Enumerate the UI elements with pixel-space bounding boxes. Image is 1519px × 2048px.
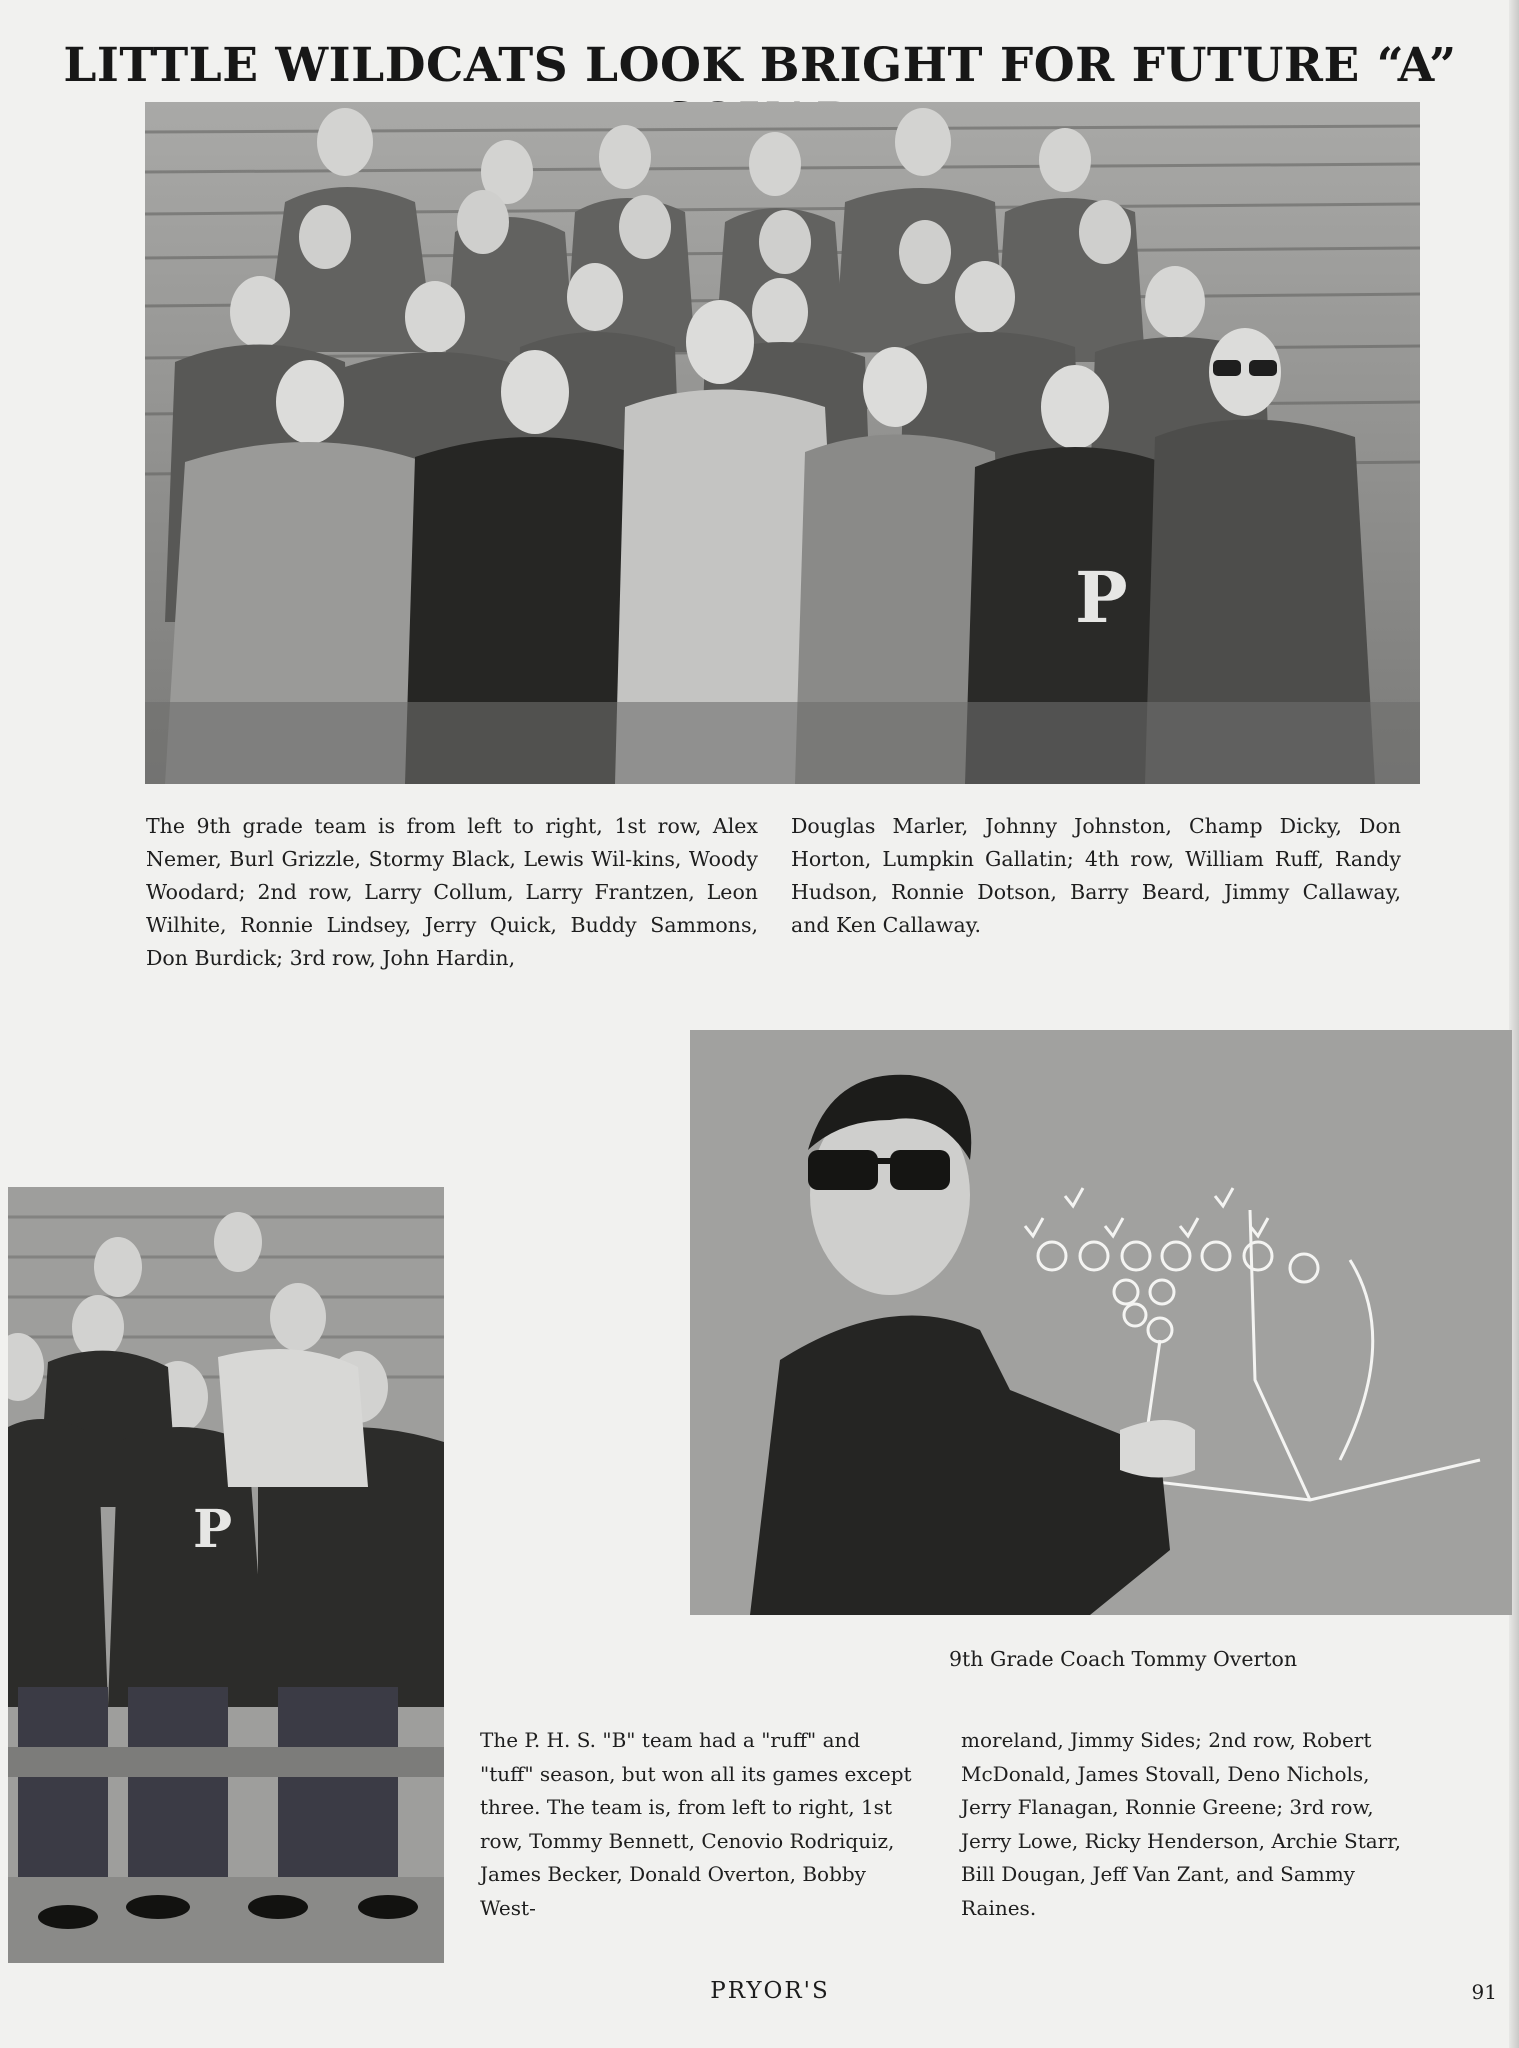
- page-headline: LITTLE WILDCATS LOOK BRIGHT FOR FUTURE “A”: [63, 38, 1457, 93]
- b-team-caption-left: The P. H. S. "B" team had a "ruff" and "tuff" season, but won all its games except three. The team is, from left to right, 1st row, Tommy Bennett, Cenovio Rodriquiz, James Becker, Donald Overton, Bobby West-: [480, 1728, 912, 1920]
- coach-chalkboard-photo: [690, 1030, 1512, 1615]
- page-edge-shadow: [1509, 0, 1519, 2048]
- svg-text:P: P: [1075, 556, 1128, 639]
- ninth-grade-caption-right: Douglas Marler, Johnny Johnston, Champ Dicky, Don Horton, Lumpkin Gallatin; 4th row, William Ruff, Randy Hudson, Ronnie Dotson, Barry Beard, Jimmy Callaway, and Ken Callaway.: [791, 814, 1401, 937]
- svg-text:P: P: [193, 1499, 233, 1560]
- ninth-grade-team-photo: [145, 102, 1420, 784]
- footer-yearbook-title: PRYOR'S: [710, 1978, 830, 2004]
- b-team-photo: [8, 1187, 444, 1963]
- ninth-grade-caption-left: The 9th grade team is from left to right, 1st row, Alex Nemer, Burl Grizzle, Stormy Black, Lewis Wil-kins, Woody Woodard; 2nd row, Larry Collum, Larry Frantzen, Leon Wilhite, Ronnie Lindsey, Jerry Quick, Buddy Sammons, Don Burdick; 3rd row, John Hardin,: [146, 814, 758, 970]
- b-team-caption-right: moreland, Jimmy Sides; 2nd row, Robert McDonald, James Stovall, Deno Nichols, Jerry Flanagan, Ronnie Greene; 3rd row, Jerry Lowe, Ricky Henderson, Archie Starr, Bill Dougan, Jeff Van Zant, and Sammy Raines.: [961, 1728, 1401, 1920]
- coach-caption: 9th Grade Coach Tommy Overton: [948, 1647, 1298, 1671]
- page-number: 91: [1471, 1980, 1497, 2004]
